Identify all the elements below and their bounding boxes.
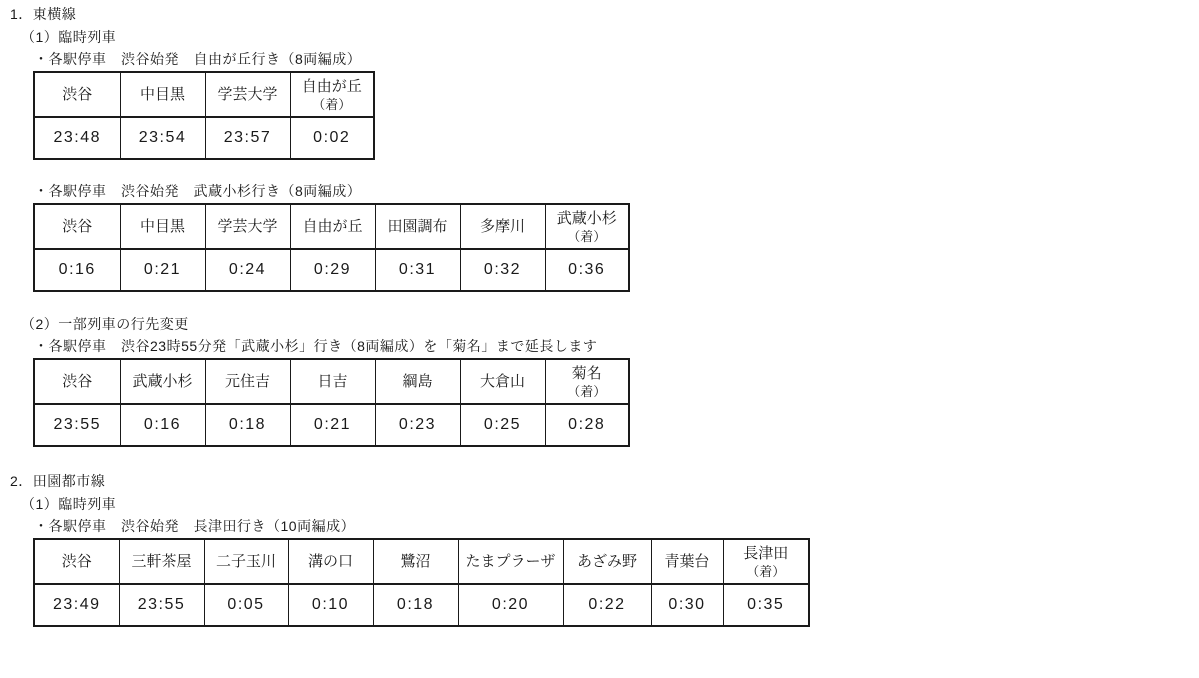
station-header-cell [290,204,375,249]
timetable-jiyugaoka [33,71,375,160]
station-header-cell [34,204,120,249]
station-name: 二子玉川 [215,553,276,570]
station-header-cell [120,359,205,404]
station-header-cell [373,539,458,584]
time-cell: 0:31 [375,249,460,291]
station-name: 菊名 [571,364,602,382]
subsection-1-2-heading: （2）一部列車の行先変更 [21,316,189,332]
station-header-cell [375,204,460,249]
time-cell: 0:25 [460,404,545,446]
time-cell: 0:05 [204,584,288,626]
station-header-cell [34,359,120,404]
train-service-label-nagatsuta: ・各駅停車 渋谷始発 長津田行き（10両編成） [34,518,356,534]
time-cell: 23:57 [205,117,290,159]
station-header-cell [651,539,723,584]
time-cell: 0:21 [120,249,205,291]
station-header-cell [375,359,460,404]
time-row [34,117,374,159]
time-cell: 0:23 [375,404,460,446]
station-name: 鷺沼 [400,553,431,570]
station-name: 学芸大学 [217,218,278,235]
time-cell: 0:20 [458,584,563,626]
station-name: あざみ野 [576,553,637,570]
station-header-cell [545,204,629,249]
station-header-cell [563,539,651,584]
station-header-cell [119,539,204,584]
station-header-cell [34,539,119,584]
time-cell: 0:32 [460,249,545,291]
station-name: 自由が丘 [302,218,363,235]
time-cell: 23:55 [34,404,120,446]
time-cell: 0:29 [290,249,375,291]
press-release-page [0,5,1199,678]
station-header-cell [120,204,205,249]
time-cell: 0:18 [373,584,458,626]
station-header-cell [288,539,373,584]
subsection-2-1-heading: （1）臨時列車 [21,496,117,512]
station-name: 渋谷 [62,218,93,235]
station-name: 武蔵小杉 [556,209,617,227]
station-name: 多摩川 [479,218,525,235]
time-cell: 0:22 [563,584,651,626]
station-name: 渋谷 [62,373,93,390]
time-cell: 23:48 [34,117,120,159]
time-cell: 23:55 [119,584,204,626]
time-row [34,249,629,291]
station-header-cell [34,72,120,117]
station-header-cell [290,359,375,404]
station-name: 溝の口 [307,553,353,570]
arrival-note: （着） [567,228,607,244]
station-header-row [34,72,374,117]
station-header-cell [290,72,374,117]
time-cell: 23:49 [34,584,119,626]
timetable-nagatsuta [33,538,810,627]
station-header-cell [458,539,563,584]
section-2-title: 2．田園都市線 [10,473,106,489]
station-name: 大倉山 [479,373,525,390]
timetable-musashikosugi [33,203,630,292]
train-service-label-musashikosugi: ・各駅停車 渋谷始発 武蔵小杉行き（8両編成） [34,183,362,199]
arrival-note: （着） [746,563,786,579]
station-name: 青葉台 [664,553,710,570]
time-cell: 0:28 [545,404,629,446]
time-row [34,404,629,446]
arrival-note: （着） [567,383,607,399]
train-service-label-kikuna: ・各駅停車 渋谷23時55分発「武蔵小杉」行き（8両編成）を「菊名」まで延長します [34,338,598,354]
station-name: たまプラーザ [465,553,556,570]
station-header-row [34,359,629,404]
arrival-note: （着） [312,96,352,112]
station-header-cell [460,204,545,249]
time-row [34,584,809,626]
station-name: 日吉 [317,373,348,390]
station-header-cell [120,72,205,117]
station-name: 自由が丘 [301,77,362,95]
time-cell: 0:21 [290,404,375,446]
station-name: 中目黒 [139,218,185,235]
station-name: 中目黒 [139,86,185,103]
timetable-kikuna [33,358,630,447]
station-header-cell [545,359,629,404]
train-service-label-jiyugaoka: ・各駅停車 渋谷始発 自由が丘行き（8両編成） [34,51,362,67]
station-name: 田園調布 [387,218,448,235]
station-header-cell [460,359,545,404]
time-cell: 0:30 [651,584,723,626]
station-name: 武蔵小杉 [132,373,193,390]
time-cell: 23:54 [120,117,205,159]
station-header-row [34,204,629,249]
station-name: 渋谷 [62,86,93,103]
time-cell: 0:36 [545,249,629,291]
station-header-cell [205,204,290,249]
time-cell: 0:35 [723,584,809,626]
time-cell: 0:18 [205,404,290,446]
station-header-cell [205,72,290,117]
station-header-cell [204,539,288,584]
station-header-row [34,539,809,584]
time-cell: 0:02 [290,117,374,159]
time-cell: 0:16 [120,404,205,446]
station-name: 三軒茶屋 [131,553,192,570]
time-cell: 0:16 [34,249,120,291]
subsection-1-1-heading: （1）臨時列車 [21,29,117,45]
station-header-cell [723,539,809,584]
station-name: 綱島 [402,373,433,390]
station-header-cell [205,359,290,404]
station-name: 渋谷 [61,553,92,570]
time-cell: 0:10 [288,584,373,626]
time-cell: 0:24 [205,249,290,291]
station-name: 学芸大学 [217,86,278,103]
station-name: 長津田 [743,544,789,562]
section-1-title: 1．東横線 [10,6,77,22]
station-name: 元住吉 [224,373,270,390]
